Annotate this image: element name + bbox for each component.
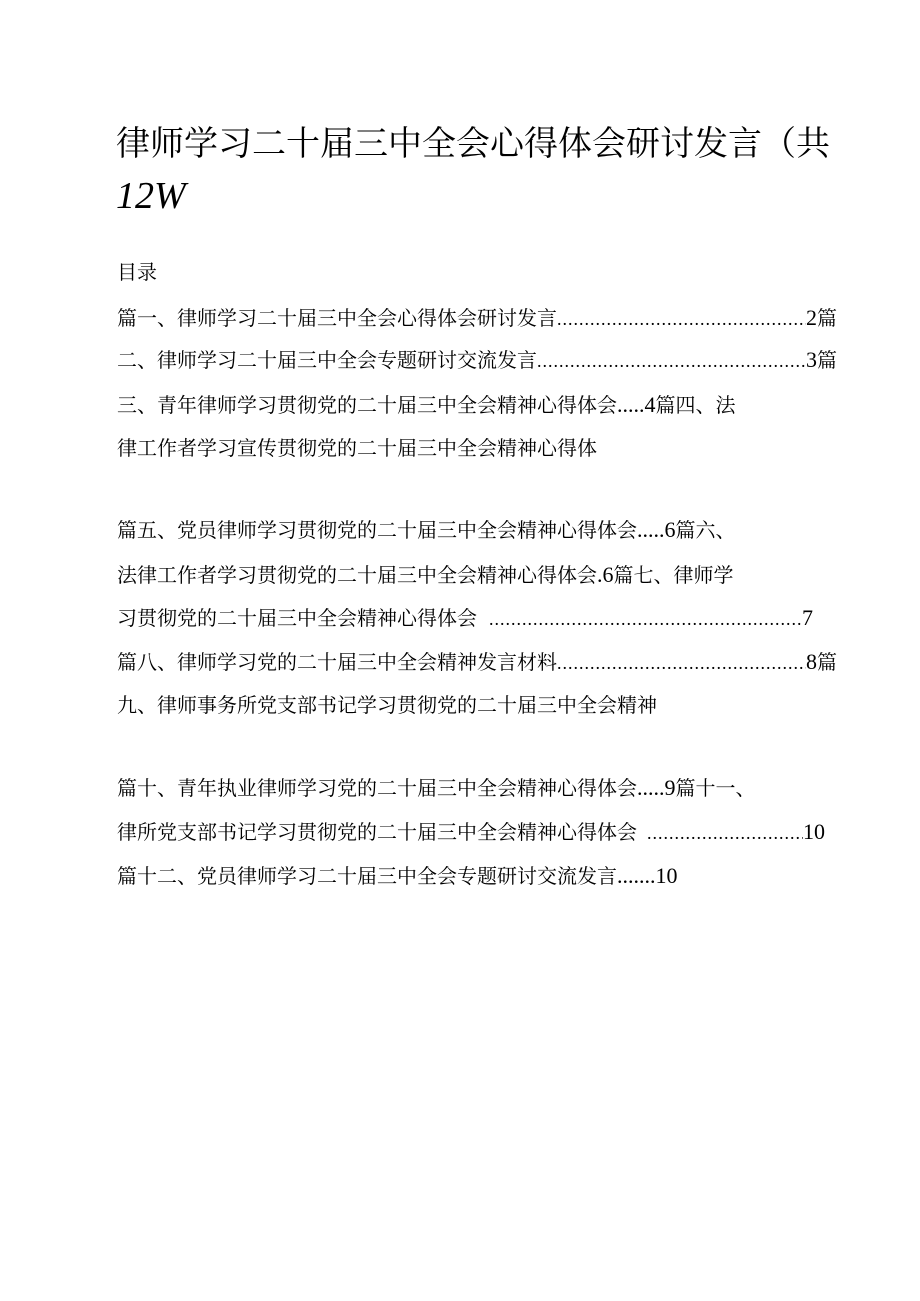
toc-line[interactable]: [117, 346, 837, 375]
toc-page-number: 3篇: [806, 347, 837, 372]
title-line-2: 12W: [116, 175, 186, 217]
toc-entry-text: 篇四、法: [655, 393, 736, 417]
toc-line[interactable]: [117, 774, 756, 802]
toc-leader-dots: .....: [637, 517, 665, 542]
toc-leader-dots: [537, 347, 806, 375]
toc-line[interactable]: [117, 648, 837, 677]
document-title: [116, 118, 830, 222]
toc-entry-text: 篇十、青年执业律师学习党的二十届三中全会精神心得体会: [117, 776, 637, 800]
toc-entry-text: 篇一、律师学习二十届三中全会心得体会研讨发言: [117, 306, 557, 330]
toc-page-number: 10: [655, 863, 678, 888]
toc-page-number: 6: [664, 517, 676, 542]
toc-leader-dots: .: [597, 562, 603, 587]
toc-entry-text: 九、律师事务所党支部书记学习贯彻党的二十届三中全会精神: [117, 693, 657, 717]
toc-entry-text: 篇十二、党员律师学习二十届三中全会专题研讨交流发言: [117, 864, 617, 888]
toc-entry-text: 二、律师学习二十届三中全会专题研讨交流发言: [117, 348, 537, 372]
toc-line[interactable]: [117, 304, 837, 333]
toc-page-number: 4: [644, 392, 656, 417]
toc-entry-text: 习贯彻党的二十届三中全会精神心得体会: [117, 606, 477, 630]
toc-entry-text: 律所党支部书记学习贯彻党的二十届三中全会精神心得体会: [117, 820, 637, 844]
toc-entry-text: 篇六、: [675, 518, 736, 542]
toc-leader-dots: [557, 305, 806, 333]
toc-line[interactable]: [117, 818, 825, 847]
toc-page-number: 10: [803, 819, 825, 844]
toc-leader-dots: [557, 649, 806, 677]
toc-line[interactable]: [117, 391, 736, 419]
toc-leader-dots: [647, 819, 803, 847]
toc-leader-dots: .....: [617, 392, 645, 417]
toc-line[interactable]: [117, 516, 736, 544]
toc-entry-text: 三、青年律师学习贯彻党的二十届三中全会精神心得体会: [117, 393, 617, 417]
toc-page-number: 6: [602, 562, 614, 587]
toc-line[interactable]: [117, 604, 813, 633]
toc-entry-text: 法律工作者学习贯彻党的二十届三中全会精神心得体会: [117, 563, 597, 587]
toc-entry-text: 篇五、党员律师学习贯彻党的二十届三中全会精神心得体会: [117, 518, 637, 542]
toc-page-number: 8篇: [806, 649, 837, 674]
toc-line[interactable]: [117, 434, 597, 462]
toc-heading: 目录: [117, 260, 157, 284]
title-line-1: 律师学习二十届三中全会心得体会研讨发言（共: [116, 124, 830, 164]
toc-entry-text: 篇八、律师学习党的二十届三中全会精神发言材料: [117, 650, 557, 674]
toc-entry-text: 律工作者学习宣传贯彻党的二十届三中全会精神心得体: [117, 436, 597, 460]
toc-line[interactable]: [117, 691, 657, 719]
toc-line[interactable]: [117, 561, 734, 589]
toc-page-number: 9: [664, 775, 676, 800]
toc-page-number: 2篇: [806, 305, 837, 330]
toc-leader-dots: .......: [617, 863, 656, 888]
toc-entry-text: 篇十一、: [675, 776, 756, 800]
toc-line[interactable]: [117, 862, 678, 890]
toc-leader-dots: .....: [637, 775, 665, 800]
toc-leader-dots: [489, 605, 802, 633]
toc-entry-text: 篇七、律师学: [613, 563, 734, 587]
toc-page-number: 7: [802, 605, 813, 630]
